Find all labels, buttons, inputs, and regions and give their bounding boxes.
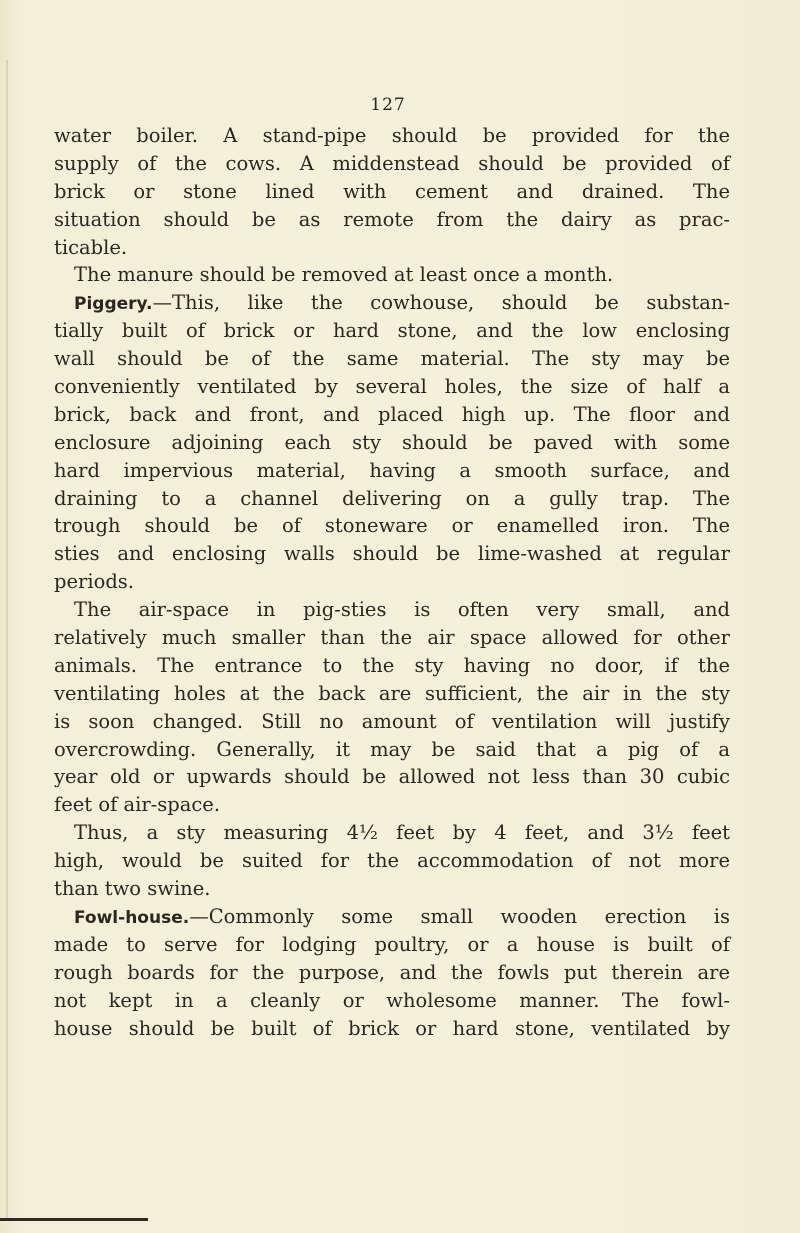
line-text: trough should be of stoneware or enamelled iron. The [54, 514, 730, 538]
line-text: conveniently ventilated by several holes, the size of half a [54, 375, 730, 399]
text-line [54, 624, 730, 652]
text-line [54, 819, 730, 847]
line-text: relatively much smaller than the air space allowed for other [54, 626, 730, 650]
line-text: than two swine. [54, 877, 211, 901]
text-line [54, 373, 730, 401]
text-line [54, 875, 730, 903]
line-text: —This, like the cowhouse, should be substan- [152, 291, 730, 315]
line-text: Thus, a sty measuring 4½ feet by 4 feet, and 3½ feet [74, 821, 730, 845]
text-line [54, 512, 730, 540]
line-text: supply of the cows. A middenstead should be provided of [54, 151, 730, 175]
line-text: not kept in a cleanly or wholesome manner. The fowl- [54, 988, 730, 1012]
text-line [54, 178, 730, 206]
text-line [54, 261, 730, 289]
bottom-rule [0, 1218, 148, 1221]
line-text: periods. [54, 570, 135, 594]
line-text: house should be built of brick or hard stone, ventilated by [54, 1016, 730, 1040]
line-text: The manure should be removed at least once a month. [74, 263, 614, 287]
text-line [54, 150, 730, 178]
text-line [54, 1015, 730, 1043]
text-line [54, 540, 730, 568]
text-line [54, 680, 730, 708]
text-line [54, 791, 730, 819]
line-text: The air-space in pig-sties is often very small, and [74, 598, 730, 622]
line-text: tially built of brick or hard stone, and the low enclosing [54, 319, 730, 343]
text-line [54, 289, 730, 317]
text-line [54, 345, 730, 373]
text-line [54, 206, 730, 234]
line-text: draining to a channel delivering on a gully trap. The [54, 486, 730, 510]
line-text: overcrowding. Generally, it may be said that a pig of a [54, 737, 730, 761]
text-line [54, 847, 730, 875]
line-text: rough boards for the purpose, and the fowls put therein are [54, 960, 730, 984]
body-text [54, 122, 730, 1042]
line-text: brick, back and front, and placed high up. The floor and [54, 402, 730, 426]
text-line [54, 736, 730, 764]
section-heading: Piggery. [74, 294, 153, 315]
text-line [54, 234, 730, 262]
line-text: situation should be as remote from the dairy as prac- [54, 207, 730, 231]
text-line [54, 485, 730, 513]
text-line [54, 708, 730, 736]
text-line [54, 652, 730, 680]
text-line [54, 457, 730, 485]
line-text: feet of air-space. [54, 793, 221, 817]
text-line [54, 317, 730, 345]
line-text: ticable. [54, 235, 128, 259]
line-text: —Commonly some small wooden erection is [189, 904, 730, 928]
line-text: hard impervious material, having a smooth surface, and [54, 458, 730, 482]
text-line [54, 401, 730, 429]
line-text: brick or stone lined with cement and drained. The [54, 179, 730, 203]
line-text: sties and enclosing walls should be lime-washed at regular [54, 542, 730, 566]
line-text: year old or upwards should be allowed not less than 30 cubic [54, 765, 730, 789]
text-line [54, 959, 730, 987]
line-text: water boiler. A stand-pipe should be provided for the [54, 124, 730, 147]
line-text: made to serve for lodging poultry, or a house is built of [54, 932, 730, 956]
line-text: high, would be suited for the accommodation of not more [54, 849, 730, 873]
page-number: 127 [370, 95, 406, 115]
line-text: is soon changed. Still no amount of ventilation will justify [54, 709, 730, 733]
page-gutter-shadow [6, 60, 8, 1220]
text-line [54, 596, 730, 624]
line-text: wall should be of the same material. The sty may be [54, 347, 730, 371]
line-text: enclosure adjoining each sty should be paved with some [54, 430, 730, 454]
text-line [54, 763, 730, 791]
text-line [54, 903, 730, 931]
text-line [54, 568, 730, 596]
text-line [54, 429, 730, 457]
text-line [54, 122, 730, 150]
text-line [54, 931, 730, 959]
text-line [54, 987, 730, 1015]
line-text: animals. The entrance to the sty having no door, if the [54, 653, 730, 677]
section-heading: Fowl-house. [74, 907, 190, 928]
line-text: ventilating holes at the back are sufficient, the air in the sty [54, 681, 730, 705]
